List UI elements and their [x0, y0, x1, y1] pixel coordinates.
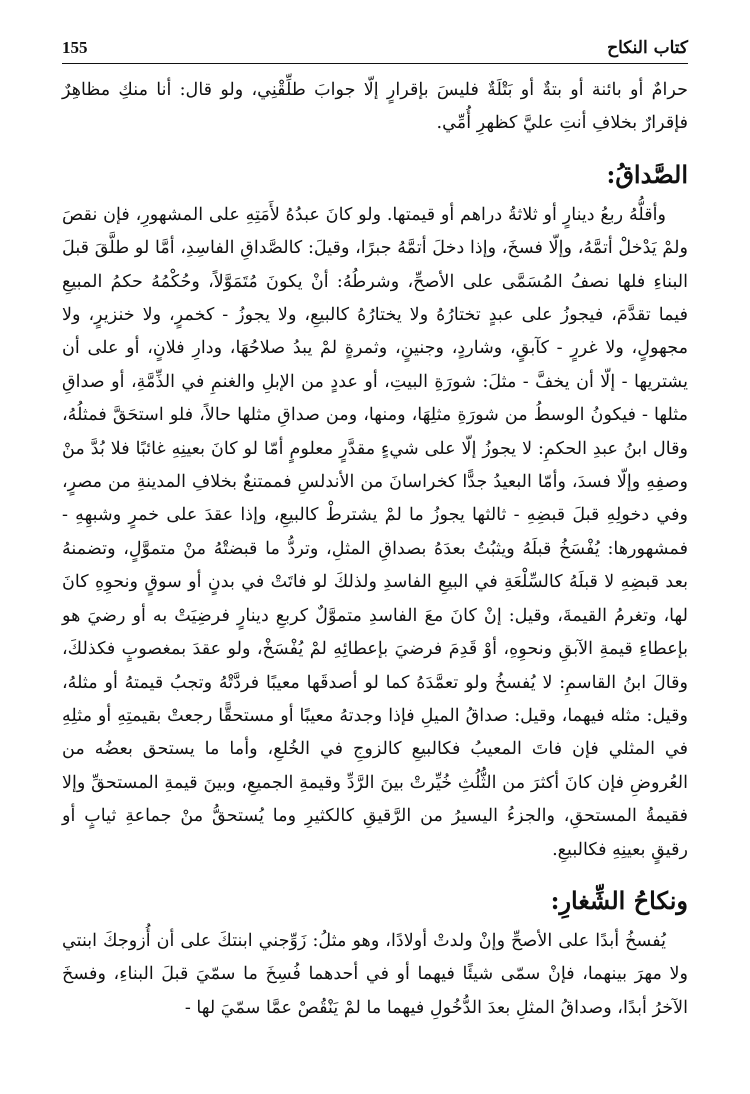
book-page: [62, 30, 688, 1090]
running-title: كتاب النكاح: [607, 38, 688, 58]
section-heading-shighar: ونكاحُ الشِّغارِ:: [550, 885, 688, 915]
intro-paragraph: حرامٌ أو بائنة أو بتةٌ أو بَتْلَةٌ فليسَ بإقرارٍ إلّا جوابَ طلِّقْنِي، ولو قال: أنا منكِ مظاهِرٌ فإقرارٌ بخلافِ أنتِ عليَّ كظهرِ أُمِّي.: [62, 80, 688, 134]
section-paragraph-sadaq: وأقلُّهُ ربعُ دينارٍ أو ثلاثةُ دراهم أو قيمتها. ولو كانَ عبدُهُ لأَمَتِهِ على المشهورِ، فإن نقصَ ولمْ يَدْخلْ أتمَّهُ، وإلّا فسخَ، وإذا دخلَ أتمَّهُ جبرًا، وقيلَ: كالصَّداقِ الفاسِدِ، أمَّا لو طلَّقَ قبلَ البناءِ فلها نصفُ المُسَمَّى على الأصحِّ، وشرطُهُ: أنْ يكونَ مُتَمَوَّلاً، وحُكْمُهُ حكمُ المبيعِ فيما تقدَّمَ، فيجوزُ على عبدٍ تختارُهُ ولا يختارُهُ كالبيعِ، ولا يجوزُ - كخمرٍ، ولا خنزيرٍ، ولا مجهولٍ، ولا غررٍ - كآبقٍ، وشاردٍ، وجنينٍ، وثمرةٍ لمْ يبدُ صلاحُهَا، ودارِ فلانٍ، أو على أن يشتريها - إلّا أن يخفَّ - مثلَ: شورَةِ البيتِ، أو عددٍ من الإبلِ والغنمِ في الذِّمَّةِ، أو صداقِ مثلها - فيكونُ الوسطُ من شورَةِ مثلِهَا، ومنها، ومن صداقِ مثلها حالاً، فلو استحَقَّ فمثلُهُ، وقال ابنُ عبدِ الحكمِ: لا يجوزُ إلّا على شيءٍ مقدَّرٍ معلومٍ أمّا لو كانَ بعينِهِ غائبًا فلا بُدَّ منْ وصفِهِ وإلّا فسدَ، وأمّا البعيدُ جدًّا كخراسانَ من الأندلسِ فممتنعٌ بخلافِ المدينةِ من مصرٍ، وفي دخولِهِ قبلَ قبضِهِ - ثالثها يجوزُ ما لمْ يشترطْ كالبيعِ، وإذا عقدَ على خمرٍ وشبهِهِ - فمشهورها: يُفْسَخُ قبلَهُ ويثبُتُ بعدَهُ بصداقِ المثلِ، وتردُّ ما قبضتْهُ منْ متموَّلٍ، وتضمنهُ بعد قبضِهِ لا قبلَهُ كالسِّلْعَةِ في البيعِ الفاسدِ ولذلكَ لو فاتَتْ في بدنٍ أو سوقٍ ونحوِهِ كانَ لها، وتغرمُ القيمةَ، وقيل: إنْ كانَ معَ الفاسدِ متموَّلٌ كربعِ دينارٍ فرضِيَتْ به أو رضيَ هو بإعطاءِ قيمةِ الآبقِ ونحوِهِ، أوْ قَدِمَ فرضيَ بإعطائِهِ لمْ يُفْسَخْ، ولو عقدَ بمغصوبٍ فكذلكَ، وقالَ ابنُ القاسمِ: لا يُفسخُ ولو تعمَّدَهُ كما لو أصدقَها معيبًا فردَّتْهُ وتجبُ قيمتهُ أو مثلهُ، وقيل: مثله فيهما، وقيل: صداقُ الميلِ فإذا وجدتهُ معيبًا أو مستحقًّا رجعتْ بقيمتِهِ أو مثلِهِ في المثلي فإن فاتَ المعيبُ فكالبيعِ كالزوجِ في الخُلعِ، وأما ما يستحق بعضُه من العُروضِ فإن كانَ أكثرَ من الثُّلُثِ خُيِّرتْ بينَ الرَّدِّ وقيمةِ الجميعِ، وبينَ قيمةِ المستحقِّ وإلا فقيمةُ المستحقِ، والجزءُ اليسيرُ من الرَّقيقِ كالكثيرِ وما يُستحقُّ منْ جماعةِ ثيابٍ أو رقيقٍ بعينِهِ فكالبيعِ.: [62, 204, 688, 860]
section-heading-sadaq: الصَّداقُ:: [606, 159, 688, 189]
page-number: 155: [62, 38, 88, 57]
section-paragraph-shighar: يُفسخُ أبدًا على الأصحِّ وإنْ ولدتْ أولادًا، وهو مثلُ: زَوِّجني ابنتكَ على أن أُزوجكَ ابنتي ولا مهرَ بينهما، فإنْ سمّى شيئًا فيهما أو في أحدهما فُسِخَ ما سمّيَ قبلَ البناءِ، وفسخَ الآخرُ أبدًا، وصداقُ المثلِ بعدَ الدُّخُولِ فيهما ما لمْ يَنْقُصْ عمَّا سمّيَ لها -: [62, 930, 688, 1018]
running-header: [62, 30, 688, 64]
